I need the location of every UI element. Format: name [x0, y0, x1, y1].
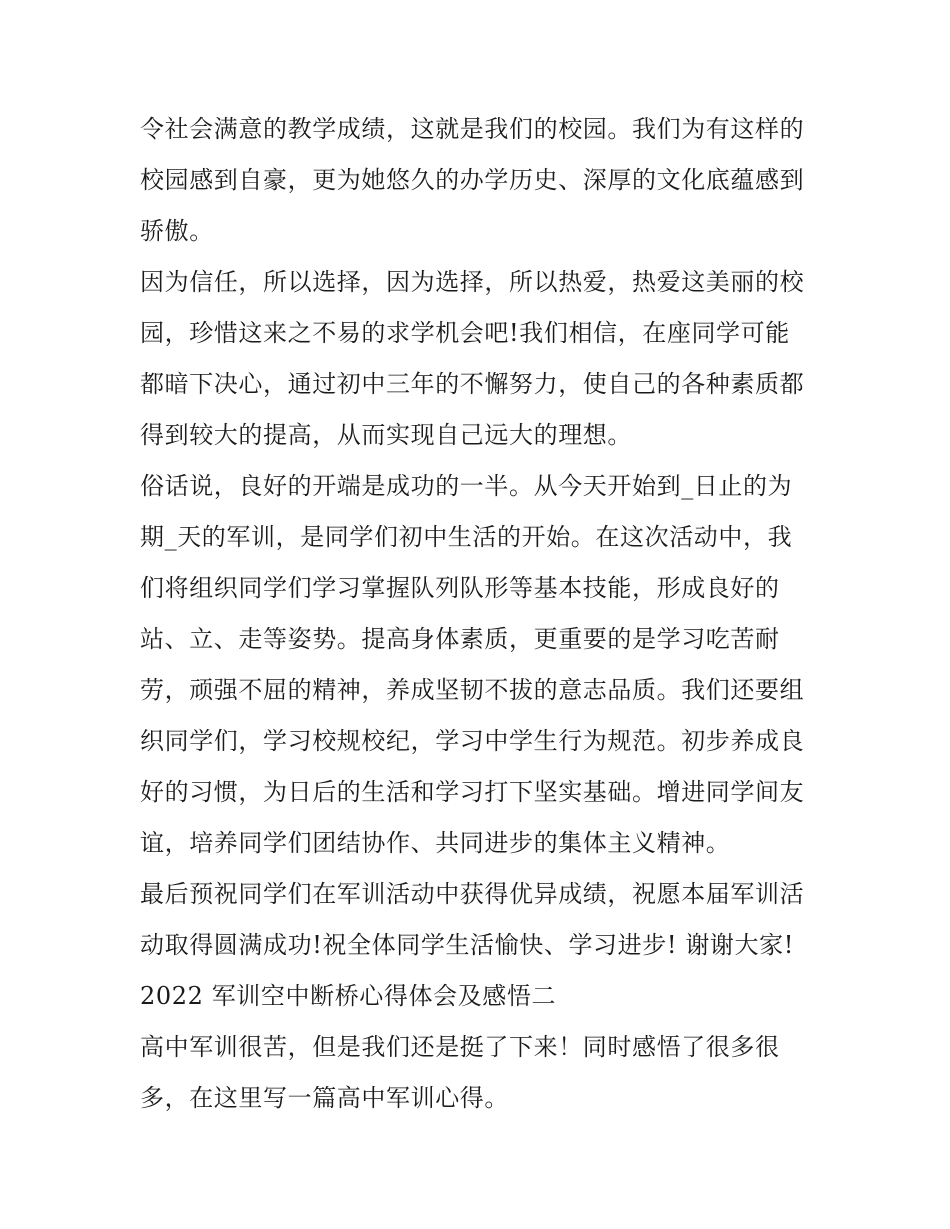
text-line: 都暗下决心，通过初中三年的不懈努力，使自己的各种素质都 [140, 370, 805, 398]
text-line: 站、立、走等姿势。提高身体素质，更重要的是学习吃苦耐 [140, 625, 780, 653]
text-line: 骄傲。 [140, 217, 214, 245]
document-body [140, 104, 830, 1124]
text-line: 最后预祝同学们在军训活动中获得优异成绩，祝愿本届军训活 [140, 880, 805, 908]
text-line: 校园感到自豪，更为她悠久的办学历史、深厚的文化底蕴感到 [140, 166, 805, 194]
text-line: 园，珍惜这来之不易的求学机会吧!我们相信，在座同学可能 [140, 319, 790, 347]
section-heading: 2022 军训空中断桥心得体会及感悟二 [140, 982, 557, 1010]
text-line: 俗话说，良好的开端是成功的一半。从今天开始到_日止的为 [140, 472, 793, 500]
text-line: 谊，培养同学们团结协作、共同进步的集体主义精神。 [140, 829, 731, 857]
text-line: 令社会满意的教学成绩，这就是我们的校园。我们为有这样的 [140, 115, 805, 143]
text-line: 得到较大的提高，从而实现自己远大的理想。 [140, 421, 632, 449]
text-line: 好的习惯，为日后的生活和学习打下坚实基础。增进同学间友 [140, 778, 805, 806]
text-line: 动取得圆满成功!祝全体同学生活愉快、学习进步! 谢谢大家! [140, 931, 794, 959]
text-line: 织同学们，学习校规校纪，学习中学生行为规范。初步养成良 [140, 727, 805, 755]
text-line: 因为信任，所以选择，因为选择，所以热爱，热爱这美丽的校 [140, 268, 805, 296]
text-line: 们将组织同学们学习掌握队列队形等基本技能，形成良好的 [140, 574, 780, 602]
text-line: 多，在这里写一篇高中军训心得。 [140, 1084, 509, 1112]
text-line: 高中军训很苦，但是我们还是挺了下来！同时感悟了很多很 [140, 1033, 780, 1061]
text-line: 期_天的军训，是同学们初中生活的开始。在这次活动中，我 [140, 523, 793, 551]
text-line: 劳，顽强不屈的精神，养成坚韧不拔的意志品质。我们还要组 [140, 676, 805, 704]
